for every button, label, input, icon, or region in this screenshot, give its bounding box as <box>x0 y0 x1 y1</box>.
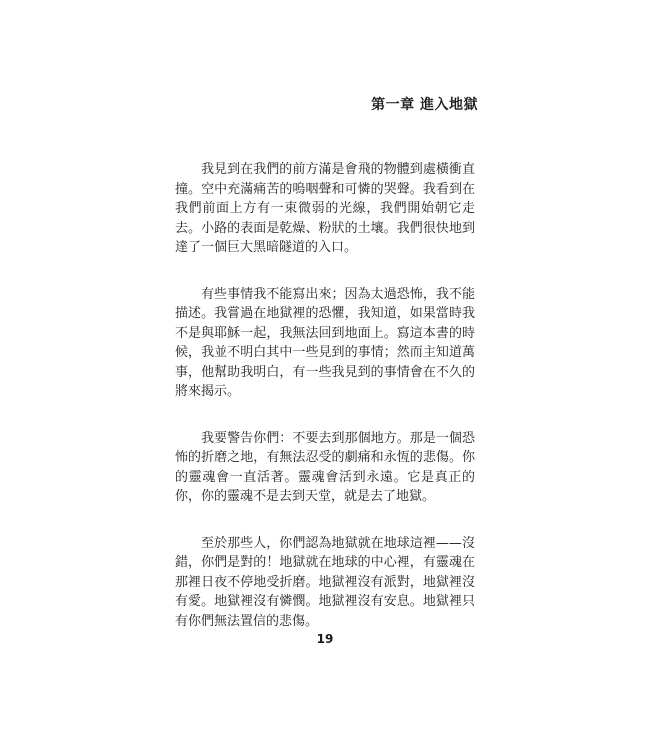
page-number: 19 <box>316 632 334 646</box>
paragraph-1: 我見到在我們的前方滿是會飛的物體到處橫衝直撞。空中充滿痛苦的嗚咽聲和可憐的哭聲。我看到在我們前面上方有一束微弱的光線，我們開始朝它走去。小路的表面是乾燥、粉狀的土壤。我們很快地到達了一個巨大黑暗隧道的入口。 <box>175 162 475 255</box>
chapter-title: 第一章 進入地獄 <box>371 97 478 113</box>
paragraph-4: 至於那些人，你們認為地獄就在地球這裡——沒錯，你們是對的！地獄就在地球的中心裡，有靈魂在那裡日夜不停地受折磨。地獄裡沒有派對，地獄裡沒有愛。地獄裡沒有憐憫。地獄裡沒有安息。地獄裡只有你們無法置信的悲傷。 <box>175 535 475 629</box>
body-text <box>175 160 475 658</box>
paragraph-3: 我要警告你們：不要去到那個地方。那是一個恐怖的折磨之地，有無法忍受的劇痛和永恆的悲傷。你的靈魂會一直活著。靈魂會活到永遠。它是真正的你，你的靈魂不是去到天堂，就是去了地獄。 <box>175 430 475 504</box>
paragraph-2: 有些事情我不能寫出來；因為太過恐怖，我不能描述。我嘗過在地獄裡的恐懼，我知道，如果當時我不是與耶穌一起，我無法回到地面上。寫這本書的時候，我並不明白其中一些見到的事情；然而主知道萬事，他幫助我明白，有一些我見到的事情會在不久的將來揭示。 <box>175 286 475 399</box>
